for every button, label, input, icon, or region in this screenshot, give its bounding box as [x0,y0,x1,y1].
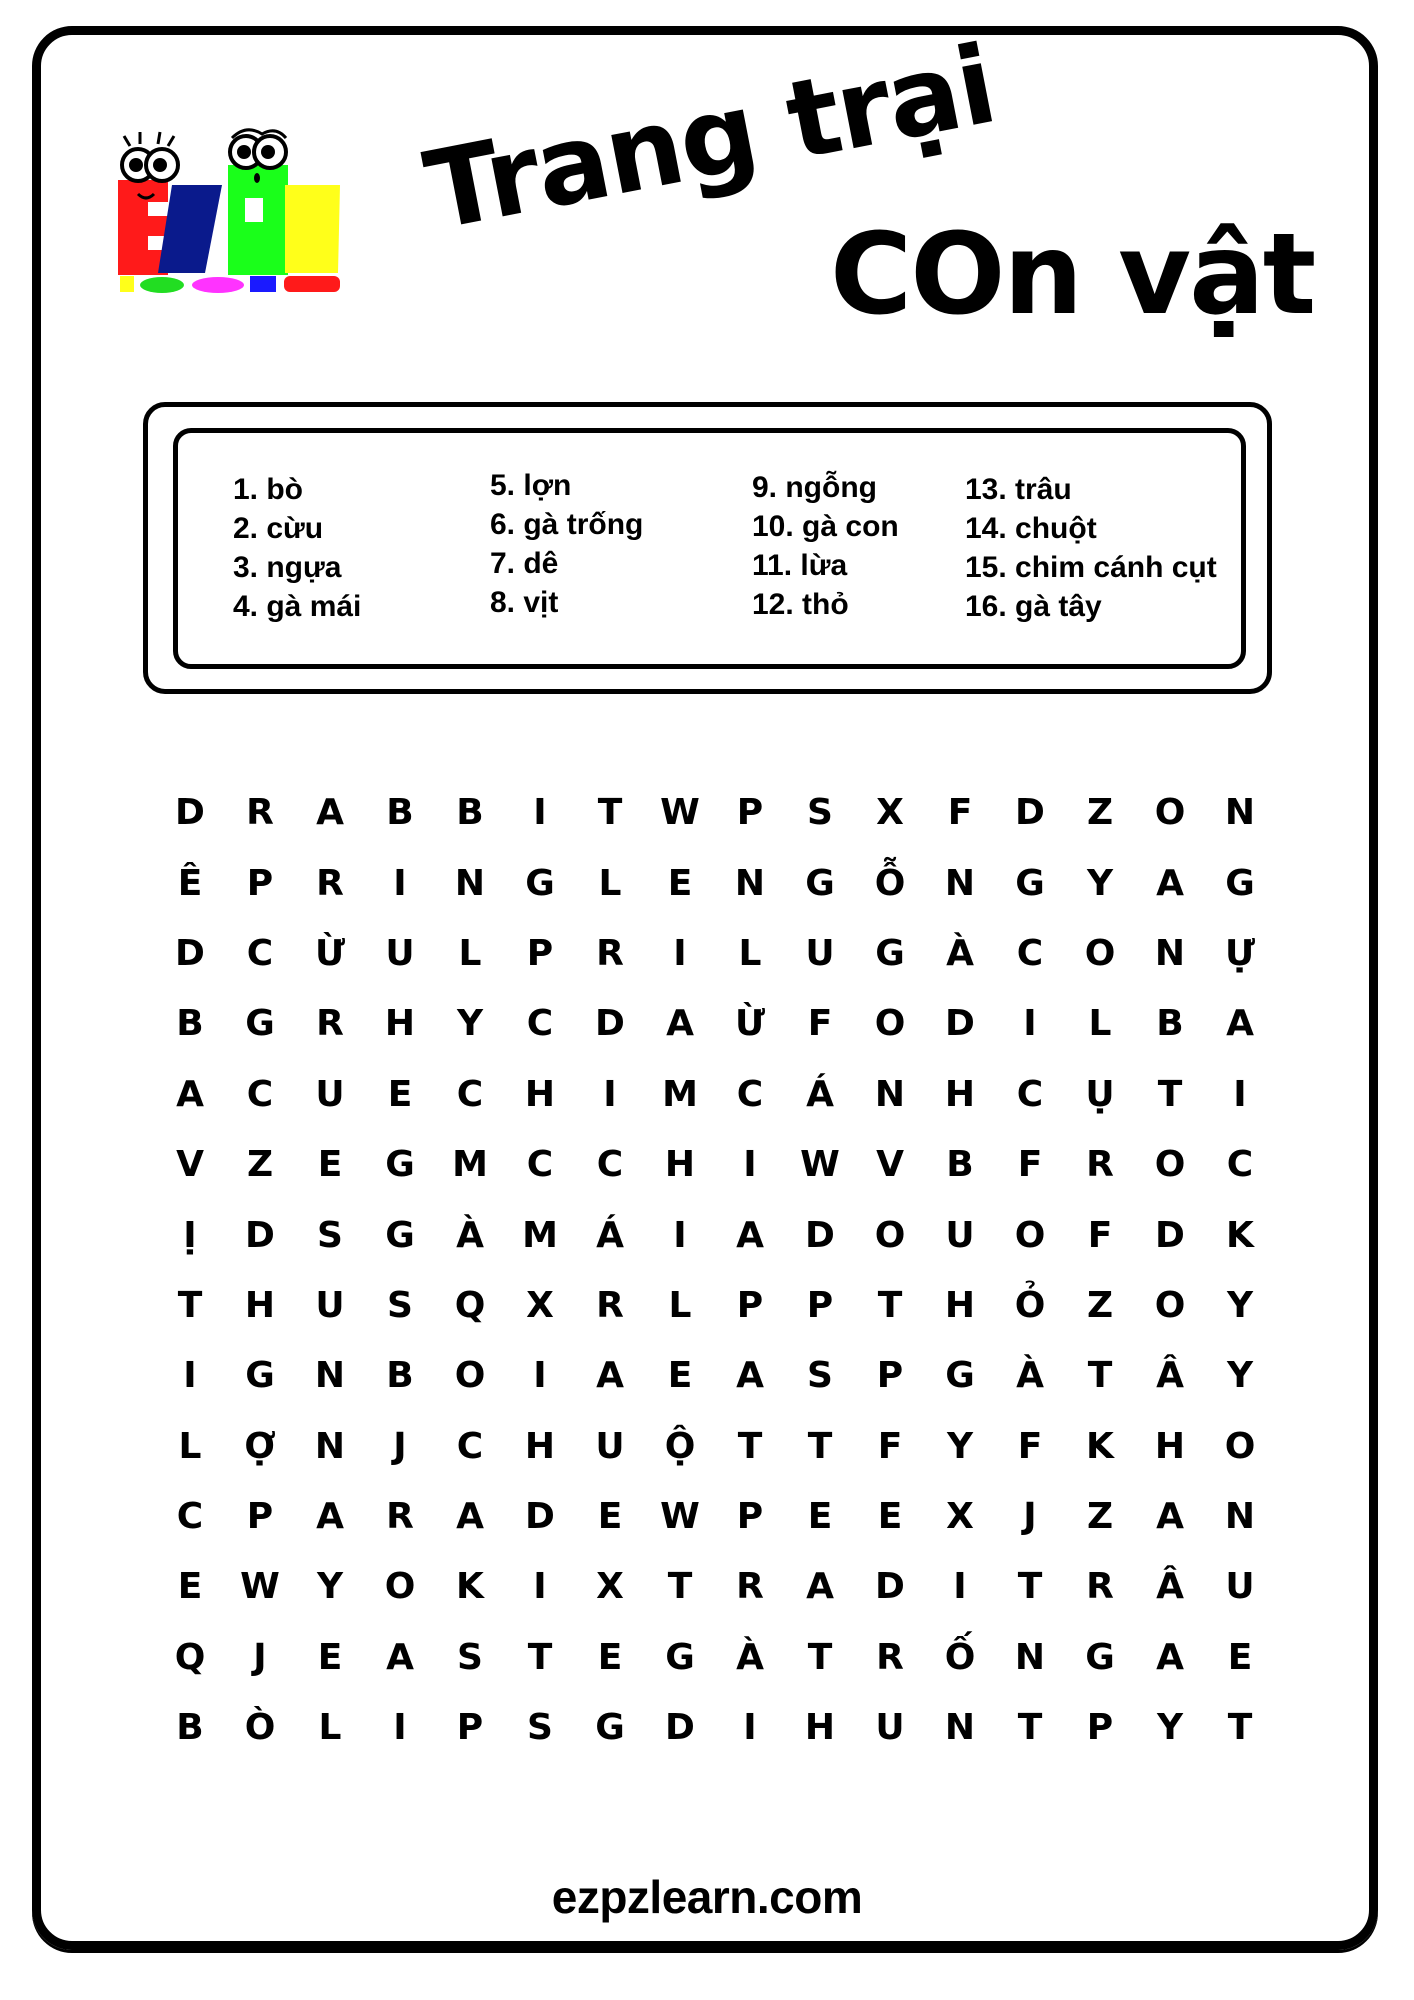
grid-letter[interactable]: I [953,1566,967,1608]
grid-letter[interactable]: N [454,862,486,904]
grid-letter[interactable]: G [665,1636,695,1678]
grid-letter[interactable]: B [176,1707,204,1749]
grid-letter[interactable]: T [1017,1707,1043,1749]
word-list-item: 14. chuột [965,512,1097,545]
grid-letter[interactable]: C [1016,932,1044,974]
grid-letter[interactable]: P [1086,1707,1114,1749]
word-list-column-3 [752,468,899,624]
grid-letter[interactable]: D [875,1566,905,1608]
grid-letter[interactable]: A [736,1214,764,1256]
grid-letter[interactable]: U [315,1284,345,1326]
grid-row [155,989,1275,1059]
grid-letter[interactable]: G [805,862,835,904]
grid-letter[interactable]: I [533,792,547,834]
grid-letter[interactable]: A [176,1073,204,1115]
word-list-item: 7. dê [490,547,559,580]
grid-letter[interactable]: O [1154,1284,1186,1326]
grid-letter[interactable]: Y [456,1003,484,1045]
grid-letter[interactable]: N [734,862,766,904]
grid-letter[interactable]: L [178,1425,202,1467]
grid-letter[interactable]: N [1224,1496,1256,1538]
grid-letter[interactable]: G [385,1144,415,1186]
grid-letter[interactable]: E [807,1496,833,1538]
grid-letter[interactable]: À [736,1636,764,1678]
grid-row [155,1552,1275,1622]
grid-letter[interactable]: T [807,1425,833,1467]
grid-letter[interactable]: R [386,1496,414,1538]
grid-letter[interactable]: P [456,1707,484,1749]
word-list-item: 9. ngỗng [752,471,877,504]
grid-letter[interactable]: Z [1086,1496,1114,1538]
grid-letter[interactable]: D [245,1214,275,1256]
word-list-item: 11. lừa [752,549,848,582]
grid-letter[interactable]: Ị [183,1214,197,1256]
grid-letter[interactable]: I [603,1073,617,1115]
grid-letter[interactable]: Ụ [1085,1073,1115,1115]
grid-letter[interactable]: P [736,1284,764,1326]
grid-letter[interactable]: U [805,932,835,974]
grid-letter[interactable]: L [668,1284,692,1326]
word-list-item: 1. bò [233,473,304,506]
grid-letter[interactable]: O [384,1566,416,1608]
grid-letter[interactable]: W [240,1566,280,1608]
grid-letter[interactable]: Á [596,1214,624,1256]
grid-letter[interactable]: B [176,1003,204,1045]
grid-letter[interactable]: D [665,1707,695,1749]
grid-letter[interactable]: D [595,1003,625,1045]
grid-letter[interactable]: E [317,1144,343,1186]
grid-letter[interactable]: R [1086,1144,1114,1186]
grid-letter[interactable]: Z [1086,792,1114,834]
grid-letter[interactable]: O [1154,1144,1186,1186]
grid-letter[interactable]: C [456,1073,484,1115]
grid-letter[interactable]: A [316,792,344,834]
grid-letter[interactable]: E [1227,1636,1253,1678]
grid-letter[interactable]: H [804,1707,836,1749]
grid-letter[interactable]: E [177,1566,203,1608]
word-list-item: 15. chim cánh cụt [965,551,1217,584]
grid-letter[interactable]: T [737,1425,763,1467]
grid-letter[interactable]: I [743,1707,757,1749]
grid-letter[interactable]: Y [1226,1284,1254,1326]
grid-letter[interactable]: Ừ [314,932,346,974]
grid-letter[interactable]: W [660,1496,700,1538]
grid-letter[interactable]: H [944,1073,976,1115]
word-list-column-4 [965,470,1217,626]
word-list-item: 10. gà con [752,510,899,543]
grid-letter[interactable]: I [1233,1073,1247,1115]
grid-letter[interactable]: Â [1156,1566,1184,1608]
grid-letter[interactable]: E [387,1073,413,1115]
grid-letter[interactable]: C [176,1496,204,1538]
grid-letter[interactable]: X [596,1566,624,1608]
grid-letter[interactable]: O [1154,792,1186,834]
grid-letter[interactable]: R [316,862,344,904]
grid-row [155,1060,1275,1130]
grid-letter[interactable]: L [738,932,762,974]
grid-letter[interactable]: N [314,1425,346,1467]
grid-letter[interactable]: L [458,932,482,974]
grid-letter[interactable]: G [945,1355,975,1397]
grid-letter[interactable]: D [175,932,205,974]
word-list-item: 3. ngựa [233,551,342,584]
grid-letter[interactable]: I [183,1355,197,1397]
grid-letter[interactable]: D [1155,1214,1185,1256]
grid-letter[interactable]: G [245,1355,275,1397]
grid-row [155,778,1275,848]
grid-letter[interactable]: C [246,1073,274,1115]
word-list-column-1 [233,470,361,626]
grid-letter[interactable]: T [1157,1073,1183,1115]
grid-letter[interactable]: H [244,1284,276,1326]
grid-letter[interactable]: N [314,1355,346,1397]
grid-letter[interactable]: V [176,1144,204,1186]
grid-letter[interactable]: D [525,1496,555,1538]
word-list-item: 16. gà tây [965,590,1102,623]
grid-letter[interactable]: R [316,1003,344,1045]
grid-letter[interactable]: C [526,1003,554,1045]
grid-letter[interactable]: U [875,1707,905,1749]
grid-letter[interactable]: À [456,1214,484,1256]
grid-letter[interactable]: A [596,1355,624,1397]
title-line-2: COn vật [830,210,1315,340]
grid-letter[interactable]: O [874,1003,906,1045]
grid-letter[interactable]: J [1023,1496,1037,1538]
grid-row [155,1341,1275,1411]
grid-letter[interactable]: D [175,792,205,834]
grid-letter[interactable]: À [1016,1355,1044,1397]
grid-letter[interactable]: E [667,862,693,904]
grid-letter[interactable]: T [177,1284,203,1326]
word-list-item: 2. cừu [233,512,324,545]
logo-graphic-icon [100,110,360,295]
grid-letter[interactable]: P [876,1355,904,1397]
grid-letter[interactable]: X [946,1496,974,1538]
grid-letter[interactable]: G [875,932,905,974]
grid-letter[interactable]: B [386,1355,414,1397]
grid-letter[interactable]: H [1154,1425,1186,1467]
grid-letter[interactable]: I [743,1144,757,1186]
grid-letter[interactable]: P [246,1496,274,1538]
grid-letter[interactable]: E [317,1636,343,1678]
grid-letter[interactable]: R [596,1284,624,1326]
word-list-item: 8. vịt [490,586,559,619]
grid-letter[interactable]: Y [946,1425,974,1467]
grid-letter[interactable]: A [1156,1496,1184,1538]
grid-letter[interactable]: O [1084,932,1116,974]
grid-letter[interactable]: M [662,1073,698,1115]
worksheet-title [416,22,1340,360]
grid-letter[interactable]: N [1014,1636,1046,1678]
grid-letter[interactable]: P [736,1496,764,1538]
grid-letter[interactable]: G [245,1003,275,1045]
grid-letter[interactable]: Y [1086,862,1114,904]
word-list-item: 4. gà mái [233,590,362,623]
grid-letter[interactable]: Ợ [244,1425,276,1467]
grid-letter[interactable]: C [736,1073,764,1115]
grid-letter[interactable]: R [246,792,274,834]
grid-letter[interactable]: G [1225,862,1255,904]
grid-letter[interactable]: Ừ [734,1003,766,1045]
grid-letter[interactable]: Y [1156,1707,1184,1749]
grid-letter[interactable]: T [1017,1566,1043,1608]
title-line-1: Trang trại [416,22,1004,256]
ezpz-learn-logo [100,110,360,295]
grid-letter[interactable]: M [452,1144,488,1186]
grid-letter[interactable]: H [384,1003,416,1045]
grid-letter[interactable]: T [807,1636,833,1678]
grid-letter[interactable]: O [454,1355,486,1397]
grid-letter[interactable]: E [597,1496,623,1538]
grid-letter[interactable]: Z [246,1144,274,1186]
grid-letter[interactable]: F [807,1003,833,1045]
grid-letter[interactable]: K [1086,1425,1114,1467]
grid-letter[interactable]: G [595,1707,625,1749]
grid-letter[interactable]: S [807,1355,833,1397]
grid-letter[interactable]: J [253,1636,267,1678]
grid-row [155,1693,1275,1763]
grid-letter[interactable]: J [393,1425,407,1467]
grid-row [155,1482,1275,1552]
grid-letter[interactable]: N [944,862,976,904]
grid-row [155,1412,1275,1482]
grid-letter[interactable]: R [1086,1566,1114,1608]
grid-letter[interactable]: F [877,1425,903,1467]
grid-letter[interactable]: T [877,1284,903,1326]
grid-letter[interactable]: A [456,1496,484,1538]
grid-letter[interactable]: U [385,932,415,974]
grid-letter[interactable]: C [456,1425,484,1467]
grid-letter[interactable]: D [805,1214,835,1256]
grid-letter[interactable]: X [876,792,904,834]
grid-letter[interactable]: D [945,1003,975,1045]
grid-letter[interactable]: Y [316,1566,344,1608]
grid-letter[interactable]: D [1015,792,1045,834]
grid-letter[interactable]: H [524,1425,556,1467]
grid-letter[interactable]: Â [1156,1355,1184,1397]
grid-row [155,1130,1275,1200]
grid-letter[interactable]: H [664,1144,696,1186]
grid-letter[interactable]: T [667,1566,693,1608]
word-list-column-2 [490,466,643,622]
grid-letter[interactable]: S [387,1284,413,1326]
grid-letter[interactable]: E [877,1496,903,1538]
grid-letter[interactable]: P [246,862,274,904]
grid-letter[interactable]: Á [806,1073,834,1115]
grid-letter[interactable]: K [1226,1214,1254,1256]
grid-letter[interactable]: Ỗ [874,862,906,904]
grid-letter[interactable]: Q [174,1636,206,1678]
grid-letter[interactable]: C [1226,1144,1254,1186]
grid-letter[interactable]: F [1087,1214,1113,1256]
grid-letter[interactable]: P [806,1284,834,1326]
grid-row [155,1200,1275,1270]
word-list-item: 6. gà trống [490,508,644,541]
grid-letter[interactable]: C [246,932,274,974]
grid-letter[interactable]: Ộ [664,1425,696,1467]
grid-row [155,919,1275,989]
grid-letter[interactable]: U [315,1073,345,1115]
grid-letter[interactable]: N [874,1073,906,1115]
word-search-grid [155,778,1275,1763]
grid-letter[interactable]: A [806,1566,834,1608]
grid-letter[interactable]: À [946,932,974,974]
footer-website: ezpzlearn.com [551,1871,863,1923]
grid-letter[interactable]: U [1225,1566,1255,1608]
grid-letter[interactable]: P [736,792,764,834]
grid-letter[interactable]: T [597,792,623,834]
grid-letter[interactable]: F [1017,1144,1043,1186]
grid-letter[interactable]: Q [454,1284,486,1326]
grid-letter[interactable]: L [1088,1003,1112,1045]
grid-letter[interactable]: O [1224,1425,1256,1467]
grid-letter[interactable]: G [1085,1636,1115,1678]
grid-letter[interactable]: S [317,1214,343,1256]
grid-letter[interactable]: A [1156,1636,1184,1678]
grid-letter[interactable]: T [1227,1707,1253,1749]
grid-letter[interactable]: A [1156,862,1184,904]
grid-letter[interactable]: G [385,1214,415,1256]
grid-letter[interactable]: R [596,932,624,974]
grid-letter[interactable]: A [1226,1003,1254,1045]
grid-letter[interactable]: I [393,862,407,904]
grid-letter[interactable]: T [527,1636,553,1678]
grid-row [155,1623,1275,1693]
grid-letter[interactable]: V [876,1144,904,1186]
grid-letter[interactable]: P [526,932,554,974]
grid-letter[interactable]: N [1154,932,1186,974]
grid-letter[interactable]: W [800,1144,840,1186]
grid-letter[interactable]: I [1023,1003,1037,1045]
grid-letter[interactable]: B [1156,1003,1184,1045]
grid-letter[interactable]: C [596,1144,624,1186]
grid-letter[interactable]: U [595,1425,625,1467]
grid-letter[interactable]: W [660,792,700,834]
grid-letter[interactable]: L [598,862,622,904]
grid-letter[interactable]: H [524,1073,556,1115]
grid-letter[interactable]: O [1014,1214,1046,1256]
grid-letter[interactable]: Z [1086,1284,1114,1326]
grid-letter[interactable]: A [736,1355,764,1397]
grid-letter[interactable]: I [533,1355,547,1397]
grid-letter[interactable]: B [946,1144,974,1186]
grid-letter[interactable]: S [457,1636,483,1678]
word-list-item: 5. lợn [490,469,572,502]
grid-letter[interactable]: R [876,1636,904,1678]
grid-letter[interactable]: Ò [244,1707,276,1749]
grid-letter[interactable]: A [666,1003,694,1045]
grid-letter[interactable]: R [736,1566,764,1608]
grid-letter[interactable]: I [533,1566,547,1608]
grid-letter[interactable]: Ự [1224,932,1256,974]
grid-letter[interactable]: S [807,792,833,834]
grid-letter[interactable]: X [526,1284,554,1326]
grid-letter[interactable]: O [874,1214,906,1256]
grid-letter[interactable]: T [1087,1355,1113,1397]
grid-letter[interactable]: Ê [177,862,203,904]
grid-letter[interactable]: M [522,1214,558,1256]
grid-row [155,1271,1275,1341]
grid-letter[interactable]: G [525,862,555,904]
grid-letter[interactable]: F [1017,1425,1043,1467]
grid-row [155,848,1275,918]
grid-letter[interactable]: K [456,1566,484,1608]
grid-letter[interactable]: Ố [944,1636,976,1678]
grid-letter[interactable]: I [673,1214,687,1256]
word-list-item: 13. trâu [965,473,1072,506]
word-list-item: 12. thỏ [752,588,849,621]
grid-letter[interactable]: I [673,932,687,974]
grid-letter[interactable]: E [667,1355,693,1397]
grid-letter[interactable]: U [945,1214,975,1256]
grid-letter[interactable]: G [1015,862,1045,904]
grid-letter[interactable]: A [386,1636,414,1678]
grid-letter[interactable]: L [318,1707,342,1749]
grid-letter[interactable]: Y [1226,1355,1254,1397]
grid-letter[interactable]: C [526,1144,554,1186]
grid-letter[interactable]: N [1224,792,1256,834]
grid-letter[interactable]: S [527,1707,553,1749]
grid-letter[interactable]: E [597,1636,623,1678]
grid-letter[interactable]: B [456,792,484,834]
grid-letter[interactable]: F [947,792,973,834]
grid-letter[interactable]: A [316,1496,344,1538]
grid-letter[interactable]: H [944,1284,976,1326]
grid-letter[interactable]: B [386,792,414,834]
grid-letter[interactable]: N [944,1707,976,1749]
grid-letter[interactable]: Ỏ [1014,1284,1046,1326]
grid-letter[interactable]: C [1016,1073,1044,1115]
grid-letter[interactable]: I [393,1707,407,1749]
